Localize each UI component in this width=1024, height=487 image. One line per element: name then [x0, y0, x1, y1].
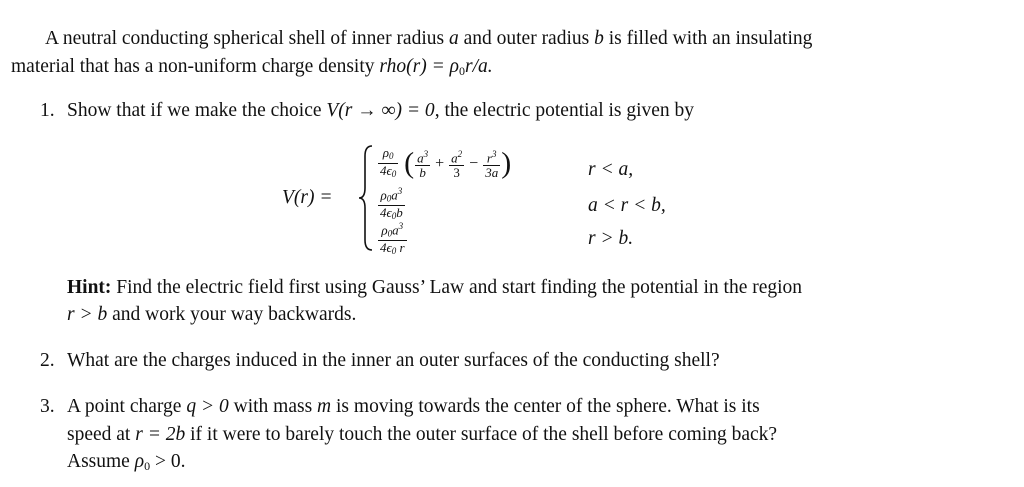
var-b: b	[594, 28, 604, 49]
problem-1-text	[67, 100, 694, 122]
intro-text: A neutral conducting spherical shell of inner radius	[45, 28, 449, 49]
subscript: 0	[144, 459, 151, 473]
boundary-condition: V(r → ∞) = 0	[326, 100, 435, 121]
hint-text: Find the electric field first using Gauss’ Law and start finding the potential in the region	[111, 277, 803, 298]
intro-text: is filled with an insulating	[603, 28, 813, 49]
equation-lhs: V(r) =	[282, 187, 333, 208]
problem-2-number: 2.	[40, 350, 55, 371]
problem-text: > 0.	[150, 451, 186, 472]
hint-line-2	[67, 304, 356, 326]
hint-region: r > b	[67, 304, 108, 325]
problem-3-line-2	[67, 424, 777, 446]
case-3-expression: $\frac{\rho 0a^3}{4\epsilon 0 r}$	[380, 221, 405, 257]
intro-text: material that has a non-uniform charge density	[11, 56, 380, 77]
mass-var: m	[317, 396, 332, 417]
problem-2-text: What are the charges induced in the inner an outer surfaces of the conducting shell?	[67, 350, 720, 371]
problem-text: A point charge	[67, 396, 187, 417]
density-expr-end: r/a.	[465, 56, 493, 77]
problem-text: with mass	[228, 396, 318, 417]
rho-text: rho	[379, 56, 407, 77]
problem-3-line-3	[67, 451, 185, 477]
problem-text: Assume	[67, 451, 135, 472]
potential-equation	[282, 142, 702, 257]
case-2-expression: $\frac{\rho 0a^3}{4\epsilon 0b}$	[380, 186, 403, 222]
case-3-condition: r > b.	[588, 228, 634, 249]
intro-line-2	[11, 56, 493, 82]
problem-text: is moving towards the center of the sphere. What is its	[331, 396, 760, 417]
density-expr: (r) = ρ	[406, 56, 460, 77]
hint-line-1	[67, 277, 802, 299]
hint-label: Hint:	[67, 277, 112, 298]
var-a: a	[448, 28, 459, 49]
problem-3-line-1	[67, 396, 760, 418]
problem-text: Show that if we make the choice	[67, 100, 327, 121]
rho-symbol: ρ	[134, 451, 145, 472]
problem-text: , the electric potential is given by	[434, 100, 695, 121]
case-1-expression: $\frac{\rho_0}{4\epsilon_0}$ ( $\frac{a^3}{b}$ + $\frac{a^2}{3}$ − $\frac{r^3}{3a}$ )	[380, 145, 512, 180]
problem-1-number: 1.	[40, 100, 55, 121]
subscript: 0	[459, 64, 466, 78]
intro-text: and outer radius	[458, 28, 595, 49]
intro-line-1	[45, 28, 812, 50]
left-brace-icon	[357, 144, 375, 252]
hint-text: and work your way backwards.	[107, 304, 357, 325]
problem-3-number: 3.	[40, 396, 55, 417]
position-condition: r = 2b	[135, 424, 186, 445]
problem-text: speed at	[67, 424, 136, 445]
case-1-condition: r < a,	[588, 159, 634, 180]
case-2-condition: a < r < b,	[588, 195, 666, 216]
charge-condition: q > 0	[186, 396, 229, 417]
problem-text: if it were to barely touch the outer surface of the shell before coming back?	[185, 424, 778, 445]
